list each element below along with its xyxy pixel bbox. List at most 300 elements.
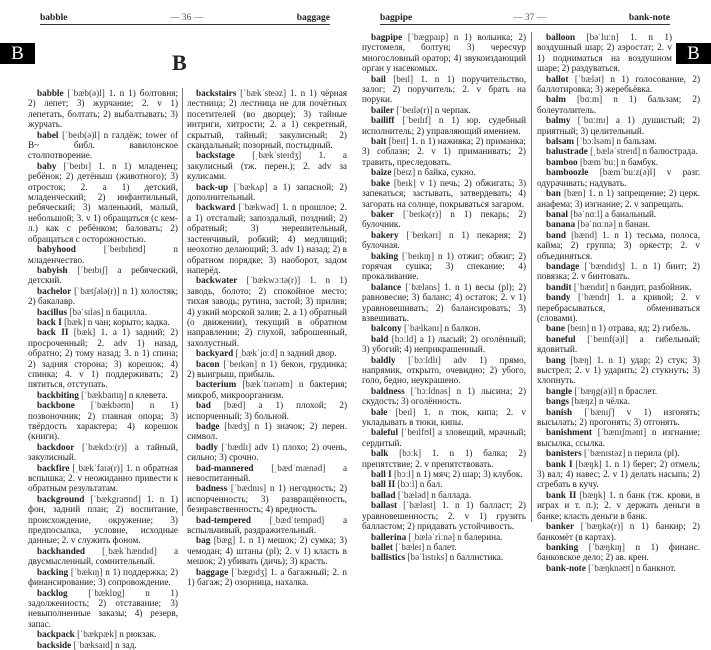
entry-transcription: [ˈbæŋg(ə)l] xyxy=(574,385,617,396)
entry-headword: banal xyxy=(546,208,568,219)
entry-headword: balk xyxy=(371,448,389,459)
entry-headword: backside xyxy=(37,639,72,650)
entry-transcription: [ˈbælət] xyxy=(574,73,604,84)
entry-transcription: [ˈbækbaɪtɪŋ] xyxy=(81,389,127,400)
entry-definition: a 1) лысый; 2) оголённый; 3) убогий; 4) неприкрашенный. xyxy=(362,333,527,355)
dictionary-entry xyxy=(187,535,347,566)
entry-transcription: [ˈbækgraʊnd] xyxy=(90,493,141,504)
dictionary-entry xyxy=(362,167,526,177)
entry-transcription: [ˈbædnɪs] xyxy=(230,483,267,494)
dictionary-entry xyxy=(28,588,178,630)
left-column-2 xyxy=(187,88,347,588)
dictionary-entry xyxy=(362,407,526,428)
entry-definition: 1. n 1) балка; 2) препятствие; 2. v препятствовать. xyxy=(362,448,527,469)
dictionary-entry xyxy=(362,105,526,115)
entry-definition: n 1) пекарь; 2) булочник. xyxy=(362,208,527,230)
entry-definition: a 1) запасной; 2) дополнительный. xyxy=(187,181,347,203)
entry-definition: adv 1) прямо, напрямик, открыто, очевидно; 2) убого, голо, бедно, неукрашено. xyxy=(362,354,527,386)
entry-transcription: [ˈbeɪlɪf] xyxy=(402,115,431,126)
entry-headword: babble xyxy=(37,88,64,98)
entry-headword: ballet xyxy=(371,541,393,552)
entry-headword: bane xyxy=(546,323,565,334)
dictionary-entry xyxy=(28,546,178,567)
entry-definition: a вспыльчивый, раздражительный. xyxy=(187,514,348,536)
entry-headword: backbiting xyxy=(37,389,79,400)
entry-headword: bacon xyxy=(196,358,220,369)
entry-transcription: [ˈbɔːldnəs] xyxy=(410,385,451,396)
entry-headword: bacterium xyxy=(196,379,237,390)
entry-transcription: [bænd] xyxy=(571,229,598,240)
dictionary-entry xyxy=(187,348,347,358)
entry-headword: babel xyxy=(37,129,59,140)
left-header-rule xyxy=(40,24,330,25)
entry-headword: bagpipe xyxy=(371,32,403,42)
entry-headword: bacillus xyxy=(37,306,68,317)
entry-headword: back-up xyxy=(196,181,229,192)
entry-headword: bangs xyxy=(546,396,569,407)
dictionary-entry xyxy=(537,542,700,563)
dictionary-entry xyxy=(362,552,526,562)
entry-definition: n 1) мяч; 2) шар; 3) клубок. xyxy=(416,469,523,480)
entry-transcription: [ˈbækʌp] xyxy=(233,181,268,192)
entry-headword: bakery xyxy=(371,229,399,240)
entry-definition: 1. n банк (тж. крови, в играх и т. п.); 2. v держать деньги в банке; класть деньги в банк. xyxy=(537,489,701,521)
dictionary-entry xyxy=(362,427,526,448)
entry-transcription: [ˈbækɪŋ] xyxy=(70,566,103,577)
entry-headword: bamboo xyxy=(546,156,578,167)
entry-transcription: [bəˈnɑːl] xyxy=(570,208,603,219)
right-column-2 xyxy=(537,32,700,573)
entry-transcription: [ˈbælkənɪ] xyxy=(403,323,443,334)
entry-headword: bandy xyxy=(546,292,571,303)
entry-definition: 1. n обратная вспышка; 2. v неожиданно привести к обратным результатам. xyxy=(28,462,179,494)
dictionary-entry xyxy=(362,323,526,333)
entry-definition: n баллада. xyxy=(431,489,472,500)
entry-definition: a двусмысленный, сомнительный. xyxy=(28,545,179,567)
right-header-last-word: bank-note xyxy=(628,13,670,23)
right-header-first-word: bagpipe xyxy=(380,13,413,23)
entry-transcription: [ˈbædlɪ] xyxy=(221,441,252,452)
entry-headword: bailiff xyxy=(371,115,395,126)
entry-transcription: [ˈbæləd] xyxy=(397,489,429,500)
entry-transcription: [ˌbæləˈriːnə] xyxy=(408,531,455,542)
entry-headword: bake xyxy=(371,177,390,188)
entry-headword: ballast xyxy=(371,500,398,511)
entry-headword: banker xyxy=(546,521,575,532)
entry-transcription: [ˈbeɪnf(ə)l] xyxy=(587,333,629,344)
entry-definition: 1. n 1) балласт; 2) уравновешенность; 2. v 1) грузить балластом; 2) придавать устойчивость. xyxy=(362,500,526,532)
entry-definition: n 1) волынка; 2) пустомеля, болтун; 3) чересчур многословный оратор; 4) звукоиздающий орган у насекомых. xyxy=(362,32,527,74)
entry-definition: v разг. одурачивать; надувать. xyxy=(537,167,700,188)
dictionary-entry xyxy=(537,386,700,396)
dictionary-entry xyxy=(537,94,700,115)
entry-definition: n 1) холостяк; 2) бакалавр. xyxy=(28,285,178,307)
entry-definition: n банан. xyxy=(618,219,651,230)
entry-definition: a 1) душистый; 2) приятный; 3) целительный. xyxy=(537,115,700,136)
entry-headword: baldness xyxy=(371,385,405,396)
entry-transcription: [ˈbækbəʊn] xyxy=(90,400,134,411)
entry-definition: 1. n тюк, кипа; 2. v укладывать в тюки, кипы. xyxy=(362,406,526,428)
entry-headword: backhanded xyxy=(37,545,86,556)
left-letter-tab: B xyxy=(0,43,35,64)
entry-transcription: [bɔːld] xyxy=(391,333,417,344)
entry-definition: a зловещий, мрачный; сердитый. xyxy=(362,427,526,448)
entry-transcription: [bækˈtɪərɪəm] xyxy=(242,379,293,390)
entry-headword: bad-tempered xyxy=(196,514,251,525)
dictionary-entry xyxy=(28,286,178,307)
entry-transcription: [ˈbæb(ə)l] xyxy=(67,88,105,98)
dictionary-entry xyxy=(537,261,700,282)
right-header-rule xyxy=(380,24,670,25)
entry-transcription: [bɔːk] xyxy=(399,448,422,459)
entry-definition: n 1) юр. судебный исполнитель; 2) управляющий имением. xyxy=(362,115,526,136)
dictionary-entry xyxy=(28,400,178,442)
entry-headword: bank I xyxy=(546,458,573,469)
entry-headword: baker xyxy=(371,208,394,219)
entry-transcription: [bæn] xyxy=(563,188,586,199)
entry-headword: bandage xyxy=(546,260,580,271)
entry-definition: a гибельный; ядовитый. xyxy=(537,333,700,355)
dictionary-entry xyxy=(187,88,347,150)
dictionary-entry xyxy=(28,629,178,639)
entry-transcription: [ˈbæleɪ] xyxy=(395,541,425,552)
dictionary-entry xyxy=(537,209,700,219)
entry-definition: n черпак. xyxy=(434,104,471,115)
left-column-1 xyxy=(28,88,178,650)
dictionary-entry xyxy=(537,334,700,355)
dictionary-entry xyxy=(537,219,700,229)
entry-definition: 1. n прошлое; 2. a 1) отсталый; запоздалый, поздний; 2) обратный; 3) нерешительный, застенчивый, робкий; 4) медлящий; неохотно делающий; 3. adv 1) назад; 2) в обратном порядке; 3) наоборот, задом наперёд. xyxy=(187,202,347,275)
entry-definition: n бальзам. xyxy=(616,136,657,147)
entry-transcription: [ˈbænɪʃmənt] xyxy=(597,427,647,438)
dictionary-entry xyxy=(537,407,700,428)
entry-transcription: [beɪn] xyxy=(567,323,590,334)
entry-definition: n 1) позвоночник; 2) главная опора; 3) твёрдость характера; 4) корешок (книги). xyxy=(28,400,178,442)
entry-headword: balmy xyxy=(546,115,571,126)
entry-definition: n клевета. xyxy=(128,389,168,400)
dictionary-entry xyxy=(187,400,347,421)
entry-definition: 1. n 1) тесьма, полоса, кайма; 2) группа; 3) оркестр; 2. v объединяться. xyxy=(537,229,701,261)
entry-transcription: [bəˈsɪləs] xyxy=(69,306,104,317)
entry-definition: 1. n 1) поручительство, залог; 2) поручитель; 2. v брать на поруки. xyxy=(362,73,527,105)
entry-transcription: [bæmˈbuːz(ə)l] xyxy=(599,167,656,178)
entry-definition: n бацилла. xyxy=(105,306,147,317)
entry-definition: a тайный, закулисный. xyxy=(28,441,178,463)
entry-transcription: [ˈbeɪbɪ] xyxy=(63,160,92,171)
entry-transcription: [ˈbækdɔː(r)] xyxy=(82,441,127,452)
entry-transcription: [ˈbeɪkərɪ] xyxy=(406,229,442,240)
dictionary-entry xyxy=(362,32,526,74)
entry-transcription: [ˈbæŋknəʊt] xyxy=(588,562,634,573)
dictionary-entry xyxy=(187,182,347,203)
entry-definition: 1. n 1) весы (pl); 2) равновесие; 3) баланс; 4) остаток; 2. v 1) уравновешивать; 2) балансировать; 3) взвешивать. xyxy=(362,281,527,323)
entry-headword: bald xyxy=(371,333,389,344)
entry-headword: badness xyxy=(196,483,228,494)
dictionary-entry xyxy=(28,161,178,244)
entry-definition: 1. n 1) болтовня; 2) лепет; 3) журчание; 2. v 1) лепетать, болтать; 2) выбалтывать; 3) журчать. xyxy=(28,88,179,130)
entry-headword: ban xyxy=(546,188,561,199)
entry-definition: n бандит, разбойник. xyxy=(610,281,692,292)
dictionary-entry xyxy=(362,500,526,531)
dictionary-entry xyxy=(362,115,526,136)
dictionary-entry xyxy=(362,479,526,489)
entry-definition: n зад. xyxy=(115,639,137,650)
dictionary-entry xyxy=(537,230,700,261)
entry-definition: a 1) плохой; 2) испорченный; 3) больной. xyxy=(187,400,348,421)
entry-definition: 1. n 1) воздушный шар; 2) аэростат; 2. v 1) подниматься на воздушном шаре; 2) раздуваться. xyxy=(537,32,673,74)
entry-definition: n изгнание; высылка, ссылка. xyxy=(537,427,701,448)
entry-definition: n перила (pl). xyxy=(627,448,680,459)
entry-headword: backyard xyxy=(196,348,234,359)
dictionary-entry xyxy=(537,157,700,167)
entry-definition: adv 1) плохо; 2) очень, сильно; 3) срочно. xyxy=(187,441,348,463)
dictionary-entry xyxy=(28,317,178,327)
left-page-number: — 36 — xyxy=(170,13,204,23)
dictionary-entry xyxy=(362,542,526,552)
entry-definition: n 1) негодность; 2) испорченность; 3) развращённость, безнравственность; 4) вредность. xyxy=(187,483,348,515)
dictionary-entry xyxy=(187,442,347,463)
entry-transcription: [ˈbændɪ] xyxy=(578,292,610,303)
entry-transcription: [ˈbækwəd] xyxy=(238,202,279,213)
dictionary-entry xyxy=(537,355,700,386)
right-letter-tab: B xyxy=(676,43,711,64)
entry-headword: back II xyxy=(37,327,69,338)
entry-headword: backstage xyxy=(196,150,235,161)
entry-transcription: [ˌbækˈsteɪdʒ] xyxy=(252,150,302,161)
entry-definition: 1. n 1) бинт; 2) повязка; 2. v бинтовать. xyxy=(537,260,700,282)
entry-headword: babyhood xyxy=(37,244,76,255)
entry-transcription: [bædʒ] xyxy=(224,421,250,431)
entry-headword: backbone xyxy=(37,400,75,411)
entry-headword: backdoor xyxy=(37,441,75,452)
dictionary-entry xyxy=(362,282,526,324)
entry-headword: baby xyxy=(37,160,57,171)
entry-transcription: [ˈbeɪlə(r)] xyxy=(396,104,433,115)
entry-definition: 1. a 1) задний; 2) просроченный; 2. adv 1) назад, обратно; 2) тому назад; 3. n 1) спина; 2) задняя сторона; 3) корешок; 4) спинка; 4. v 1) поддерживать; 2) пятиться, отступать. xyxy=(28,327,179,390)
dictionary-entry xyxy=(537,115,700,136)
dictionary-entry xyxy=(537,448,700,458)
entry-definition: 1. n 1) берег; 2) отмель; 3) вал; 4) навес; 2. v 1) делать насыпь; 2) сгребать в кучу. xyxy=(537,458,701,490)
entry-headword: baleful xyxy=(371,427,399,438)
entry-headword: banish xyxy=(546,406,573,417)
entry-headword: backlog xyxy=(37,587,68,598)
entry-headword: banking xyxy=(546,541,579,552)
entry-definition: a ребяческий, детский. xyxy=(28,264,179,286)
dictionary-entry xyxy=(537,282,700,292)
entry-definition: n 1) голосование, 2) баллотировка; 3) жеребьёвка. xyxy=(537,73,701,95)
entry-headword: backstairs xyxy=(196,88,237,98)
dictionary-entry xyxy=(537,521,700,542)
dictionary-entry xyxy=(362,178,526,209)
entry-transcription: [ˈbɔːldlɪ] xyxy=(408,354,441,365)
entry-transcription: [ˌbæləˈstreɪd] xyxy=(590,146,641,157)
entry-headword: bandit xyxy=(546,281,572,292)
entry-headword: baldly xyxy=(371,354,396,365)
entry-transcription: [beɪl] xyxy=(393,73,414,84)
dictionary-entry xyxy=(187,275,347,348)
entry-headword: balloon xyxy=(546,32,576,42)
entry-definition: 1. a багажный; 2. n 1) багаж; 2) озорница, нахалка. xyxy=(187,566,348,588)
dictionary-entry xyxy=(28,307,178,317)
entry-headword: background xyxy=(37,493,85,504)
dictionary-entry xyxy=(187,421,347,442)
entry-transcription: [ˈbænɪstəz] xyxy=(584,448,626,459)
entry-headword: balm xyxy=(546,94,566,105)
entry-definition: n бал. xyxy=(419,479,443,490)
entry-definition: a невоспитанный. xyxy=(187,462,348,484)
entry-transcription: [ˈbeɪlfʊl] xyxy=(401,427,435,438)
dictionary-entry xyxy=(28,442,178,463)
dictionary-entry xyxy=(362,251,526,282)
entry-transcription: [beɪt] xyxy=(388,136,409,147)
entry-transcription: [ˈbæklɒg] xyxy=(88,587,125,598)
entry-definition: n байка, сукно. xyxy=(417,167,476,178)
entry-headword: bail xyxy=(371,73,386,84)
dictionary-entry xyxy=(187,463,347,484)
dictionary-entry xyxy=(362,74,526,105)
entry-transcription: [ˈbæləns] xyxy=(405,281,440,292)
entry-headword: backing xyxy=(37,566,69,577)
entry-transcription: [ˈbeɪbɪhʊd] xyxy=(103,244,146,255)
entry-definition: n рюкзак. xyxy=(119,629,157,640)
entry-definition: n бактерия; микроб, микроорганизм. xyxy=(187,379,347,400)
entry-headword: bait xyxy=(371,136,387,147)
dictionary-entry xyxy=(28,244,178,265)
left-header-last-word: baggage xyxy=(296,13,330,23)
dictionary-entry xyxy=(187,359,347,380)
dictionary-entry xyxy=(362,355,526,386)
entry-headword: banana xyxy=(546,219,576,230)
right-page-number: — 37 — xyxy=(513,13,547,23)
entry-transcription: [bæd] xyxy=(223,400,246,411)
entry-headword: bang xyxy=(546,354,566,365)
entry-definition: 1. n 1) удар; 2) стук; 3) выстрел; 2. v 1) ударить; 2) стукнуть; 3) хлопнуть. xyxy=(537,354,700,386)
entry-headword: bag xyxy=(196,535,211,546)
entry-transcription: [bæŋk] xyxy=(575,458,602,469)
dictionary-entry xyxy=(362,230,526,251)
right-column-1 xyxy=(362,32,526,563)
entry-transcription: [ˈbækˈsteəz] xyxy=(240,88,287,98)
dictionary-entry xyxy=(187,150,347,181)
entry-headword: balsam xyxy=(546,136,575,147)
dictionary-entry xyxy=(28,265,178,286)
entry-transcription: [ˈbækwɔːtə(r)] xyxy=(246,275,301,286)
entry-headword: backpack xyxy=(37,629,75,640)
entry-headword: bad-mannered xyxy=(196,462,254,473)
entry-headword: balance xyxy=(371,281,402,292)
left-header-first-word: babble xyxy=(40,13,68,23)
dictionary-entry xyxy=(362,448,526,469)
dictionary-entry xyxy=(537,188,700,209)
entry-definition: n банкнот. xyxy=(635,562,676,573)
dictionary-entry xyxy=(537,136,700,146)
entry-transcription: [ˈbæŋkə(r)] xyxy=(580,521,624,532)
dictionary-entry xyxy=(362,490,526,500)
entry-transcription: [bæk] xyxy=(64,316,86,327)
entry-definition: 1. a кривой; 2. v перебрасываться, обмениваться (словами). xyxy=(537,292,701,323)
entry-headword: band xyxy=(546,229,566,240)
dictionary-entry xyxy=(362,469,526,479)
entry-transcription: [ˌbædˈtempəd] xyxy=(269,514,325,525)
entry-definition: 1. n 1) чёрная лестница; 2) лестница не для почётных посетителей (во дворце); 3) тайные интриги, хитрости; 2. a 1) секретный, скрытый, тайный; закулисный; 2) скандальный; позорный, постыдный. xyxy=(187,88,348,151)
dictionary-entry xyxy=(362,334,526,355)
entry-headword: banisters xyxy=(546,448,582,459)
entry-definition: 1. n 1) заводь, болото; 2) спокойное место; тихая заводь; рутина, застой; 3) прилив; 4) узкий морской залив; 2. a 1) обратный (о движении), текущий в обратном направлении; 2) глухой, заброшенный, захолустный. xyxy=(187,275,347,348)
entry-headword: bank II xyxy=(546,489,577,500)
entry-transcription: [beɪk] xyxy=(393,177,416,188)
entry-transcription: [ˌbækˈjɑːd] xyxy=(235,348,278,359)
entry-definition: n 1) поддержка; 2) финансирование; 3) сопровождение. xyxy=(28,566,179,588)
dictionary-entry xyxy=(362,532,526,542)
entry-transcription: [beɪz] xyxy=(393,167,416,178)
entry-transcription: [bɔːl] xyxy=(393,469,414,480)
entry-definition: n 1) бекон, грудинка; 2) выигрыш, прибыль. xyxy=(187,358,348,379)
dictionary-entry xyxy=(28,327,178,389)
entry-transcription: [bæg] xyxy=(213,535,236,546)
entry-headword: badge xyxy=(196,421,220,431)
entry-definition: n чёлка. xyxy=(599,396,630,407)
entry-definition: 1. n 1) наживка; 2) приманка; 3) соблазн; 2. v 1) приманивать; 2) травить, преследовать. xyxy=(362,136,526,167)
entry-definition: n браслет. xyxy=(618,385,658,396)
entry-headword: ball II xyxy=(371,479,396,490)
entry-transcription: [ˈbæksaɪd] xyxy=(73,639,113,650)
entry-definition: 1. a закулисный (тж. перен.); 2. adv за кулисами. xyxy=(187,150,348,182)
entry-transcription: [ˈbækpæk] xyxy=(77,629,117,640)
dictionary-entry xyxy=(28,130,178,161)
dictionary-entry xyxy=(537,396,700,406)
entry-transcription: [ˈbændɪt] xyxy=(573,281,609,292)
dictionary-entry xyxy=(187,483,347,514)
entry-transcription: [ˈbænɪʃ] xyxy=(584,406,615,417)
entry-transcription: [ˌbædˈmænəd] xyxy=(271,462,326,473)
entry-headword: banishment xyxy=(546,427,592,438)
entry-transcription: [bæŋ] xyxy=(570,354,592,365)
left-column-divider xyxy=(182,88,183,516)
entry-transcription: [beɪl] xyxy=(395,406,416,417)
section-letter-heading: B xyxy=(172,50,187,75)
entry-transcription: [bəˈlɪstɪks] xyxy=(407,552,448,563)
entry-transcription: [bæk] xyxy=(73,327,96,338)
entry-transcription: [ˈbeɪbɪʃ] xyxy=(77,264,108,275)
entry-transcription: [ˈbæŋkɪŋ] xyxy=(588,541,625,552)
dictionary-entry xyxy=(537,146,700,156)
entry-transcription: [ˈbɔːlsəm] xyxy=(576,136,615,147)
entry-definition: n 1) значок; 2) перен. символ. xyxy=(187,421,348,442)
entry-headword: backward xyxy=(196,202,236,213)
entry-transcription: [ˌbækˈfaɪə(r)] xyxy=(72,462,123,473)
dictionary-entry xyxy=(28,567,178,588)
entry-definition: n балет. xyxy=(426,541,457,552)
entry-definition: n 1) лысина; 2) скудость; 3) оголённость. xyxy=(362,385,527,407)
entry-headword: babyish xyxy=(37,264,68,275)
entry-definition: 1. n 1) мешок; 2) сумка; 3) чемодан; 4) штаны (pl); 2. v 1) класть в мешок; 2) убивать (дичь); 3) красть. xyxy=(187,535,348,567)
entry-definition: n 1) финанс. банковское дело; 2) ав. крен. xyxy=(537,541,701,563)
entry-headword: bale xyxy=(371,406,388,417)
entry-definition: n 1) бальзам; 2) болеутолитель. xyxy=(537,94,701,115)
entry-definition: n задний двор. xyxy=(279,348,337,359)
entry-headword: baking xyxy=(371,250,399,261)
entry-definition: n баллистика. xyxy=(449,552,504,563)
entry-headword: baggage xyxy=(196,566,229,577)
entry-definition: n 1) отрава, яд; 2) гибель. xyxy=(591,323,691,334)
entry-definition: 1. n 1) фон, задний план; 2) воспитание, происхождение, окружение; 3) предпосылка, условие, исходные данные; 2. v служить фоном. xyxy=(28,493,178,546)
dictionary-entry xyxy=(187,567,347,588)
dictionary-entry xyxy=(362,136,526,167)
entry-transcription: [ˈbeɪb(ə)l] xyxy=(62,129,100,140)
entry-definition: n чан; корыто; кадка. xyxy=(87,316,170,327)
entry-definition: 1. n 1) младенец; ребёнок; 2) детёныш (животного); 3) отросток; 2. a 1) детский, младенческий; 2) инфантильный, ребяческий; 3) маленький, малый, небольшой; 3. v 1) обращаться (с кем-л.) как с ребёнком; баловать; 2) обращаться с осторожностью. xyxy=(28,160,179,244)
entry-headword: balustrade xyxy=(546,146,588,157)
